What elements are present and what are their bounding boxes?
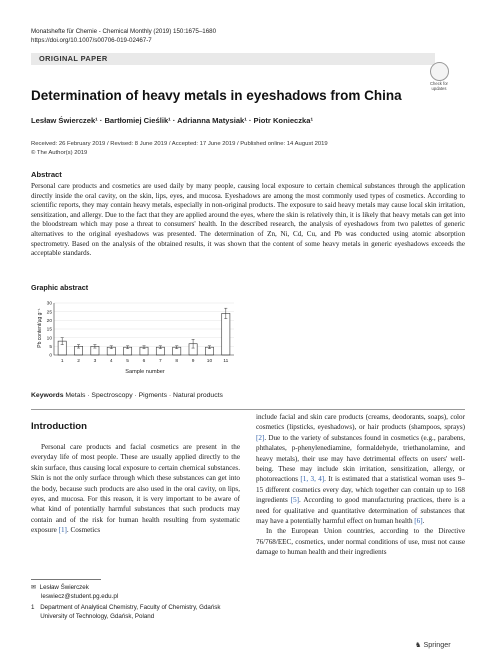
- section-divider: [31, 409, 465, 410]
- author-list: Lesław Świerczek¹ · Bartłomiej Cieślik¹ · Adrianna Matysiak¹ · Piotr Konieczka¹: [31, 116, 314, 125]
- keywords: [31, 392, 223, 399]
- springer-horse-icon: ♞: [415, 640, 422, 649]
- chart-x-tick-label: 10: [206, 359, 213, 364]
- chart-x-tick-label: 1: [60, 359, 64, 364]
- corresponding-email[interactable]: leswiecz@student.pg.edu.pl: [41, 592, 119, 600]
- footnote-divider: [31, 579, 101, 580]
- affiliation-text: Department of Analytical Chemistry, Faculty of Chemistry, Gdańsk University of Technology, Gdańsk, Poland: [40, 604, 221, 620]
- corresponding-author: [31, 584, 118, 601]
- publisher-name: Springer: [423, 640, 451, 649]
- corresponding-name: Lesław Świerczek: [39, 584, 89, 591]
- chart-y-tick-label: 25: [46, 310, 52, 316]
- doi-link[interactable]: https://doi.org/10.1007/s00706-019-02467-7: [31, 37, 152, 44]
- intro-right-text: . According to good manufacturing practices, there is a need for qualitative and quantitative determination of substances that may have a potentially harmful effect on human health: [256, 496, 465, 526]
- check-for-updates-badge[interactable]: [427, 62, 451, 94]
- chart-x-tick-label: 5: [126, 359, 129, 364]
- chart-x-axis-label: Sample number: [125, 369, 165, 375]
- envelope-icon: ✉: [31, 584, 37, 591]
- introduction-left-column: [31, 442, 240, 536]
- citation-link[interactable]: [5]: [290, 496, 300, 505]
- paper-title: Determination of heavy metals in eyeshadows from China: [31, 88, 402, 103]
- copyright-line: © The Author(s) 2019: [31, 149, 88, 156]
- publication-dates: [31, 140, 328, 157]
- intro-left-tail: . Cosmetics: [66, 526, 101, 535]
- check-updates-icon: [430, 62, 449, 81]
- chart-y-tick-label: 20: [46, 318, 52, 324]
- chart-x-tick-label: 2: [77, 359, 80, 364]
- intro-right-text: include facial and skin care products (creams, deodorants, soaps), color cosmetics (lipsticks, eyeshadows), or hair products (shampoos, sprays): [256, 413, 465, 432]
- chart-y-tick-label: 10: [46, 336, 52, 342]
- section-bar: [31, 53, 435, 65]
- citation-link[interactable]: [1]: [58, 526, 67, 535]
- chart-bar: [222, 313, 230, 355]
- publisher-logo: [415, 640, 451, 649]
- chart-x-tick-label: 9: [191, 359, 195, 364]
- abstract-text: Personal care products and cosmetics are used daily by many people, causing local exposure to certain chemical substances through the application directly inside the oral cavity, on the skin, lips, eyes, and mucosa. Eyeshadows are among the most commonly used types of cosmetics. According to scientific reports, they may contain heavy metals, especially in non-original products. The exposure to said heavy metals may cause local skin irritation, sensitization, and allergy. Due to the fact that they are applied around the eyes, where the skin is relatively thin, it is likely that heavy metals can get into the bloodstream which may pose a threat to consumers' health. In the described research, the analysis of eyeshadows from two palettes of generic alternatives to the original eyeshadows was presented. The determination of Zn, Ni, Cd, Cu, and Pb was conducted using atomic absorption spectrometry. Based on the analysis of the obtained results, it was shown that the content of some heavy metals in generic eyeshadows exceeds the acceptable standards.: [31, 182, 465, 258]
- affiliation-number: 1: [31, 604, 35, 611]
- intro-right-text: . Due to the variety of substances found in cosmetics (e.g., parabens, phthalates, p-phenylenediamine, formaldehyde, triethanolamine, and heavy metals), their use may have detrimental effects on users' well-being. These may include skin irritation, sensitization, allergy, or photoreactions: [256, 433, 465, 484]
- intro-left-text: Personal care products and facial cosmetics are present in the everyday life of most people. These are usually applied directly to the skin surface, thus causing local exposure to certain chemical substances. Skin is not the only surface through which these substances can get into the body, because such products are also used in the oral cavity, on lips, eyes, and mucosa. For this reason, it is very important to be aware of what kind of potentially harmful substances that such products may contain and of the risk for human health resulting from systematic exposure: [31, 443, 240, 535]
- graphic-abstract-heading: Graphic abstract: [31, 283, 89, 292]
- chart-x-tick-label: 4: [109, 359, 113, 364]
- chart-x-tick-label: 7: [159, 359, 162, 364]
- chart-x-tick-label: 3: [93, 359, 97, 364]
- intro-right-text: .: [422, 517, 425, 526]
- chart-y-tick-label: 0: [49, 353, 52, 359]
- dates-line: Received: 26 February 2019 / Revised: 8 June 2019 / Accepted: 17 June 2019 / Published online: 14 August 2019: [31, 141, 328, 147]
- check-badge-line2: updates: [431, 86, 447, 91]
- intro-right-text: . It is estimated that a statistical woman uses 9–15 different cosmetics every day, which together can contain up to 168 ingredients: [256, 475, 465, 505]
- keywords-label: Keywords: [31, 392, 64, 399]
- introduction-heading: Introduction: [31, 421, 87, 432]
- chart-y-tick-label: 30: [46, 301, 52, 307]
- intro-right-paragraph-2: In the European Union countries, according to the Directive 76/768/EEC, cosmetics, under normal conditions of use, must not cause damage to human health and their ingredients: [256, 527, 465, 557]
- chart-y-tick-label: 15: [46, 327, 52, 333]
- introduction-right-column: [256, 412, 465, 558]
- citation-link[interactable]: [6]: [414, 517, 423, 526]
- chart-x-tick-label: 6: [142, 359, 146, 364]
- keywords-list: Metals · Spectroscopy · Pigments · Natural products: [65, 392, 223, 399]
- journal-citation: Monatshefte für Chemie - Chemical Monthly (2019) 150:1675–1680: [31, 28, 217, 35]
- check-badge-line1: Check for: [430, 81, 448, 86]
- section-label: ORIGINAL PAPER: [39, 54, 108, 63]
- chart-y-tick-label: 5: [49, 344, 52, 350]
- citation-link[interactable]: [1, 3, 4]: [300, 475, 325, 484]
- chart-x-tick-label: 8: [175, 359, 179, 364]
- affiliation-footnote: [31, 604, 240, 621]
- journal-header: [31, 27, 216, 45]
- chart-y-axis-label: Pb content/µg g⁻¹: [37, 308, 43, 348]
- abstract-heading: Abstract: [31, 170, 62, 179]
- graphic-abstract-chart: [34, 295, 244, 377]
- citation-link[interactable]: [2]: [256, 433, 265, 442]
- chart-x-tick-label: 11: [223, 359, 229, 364]
